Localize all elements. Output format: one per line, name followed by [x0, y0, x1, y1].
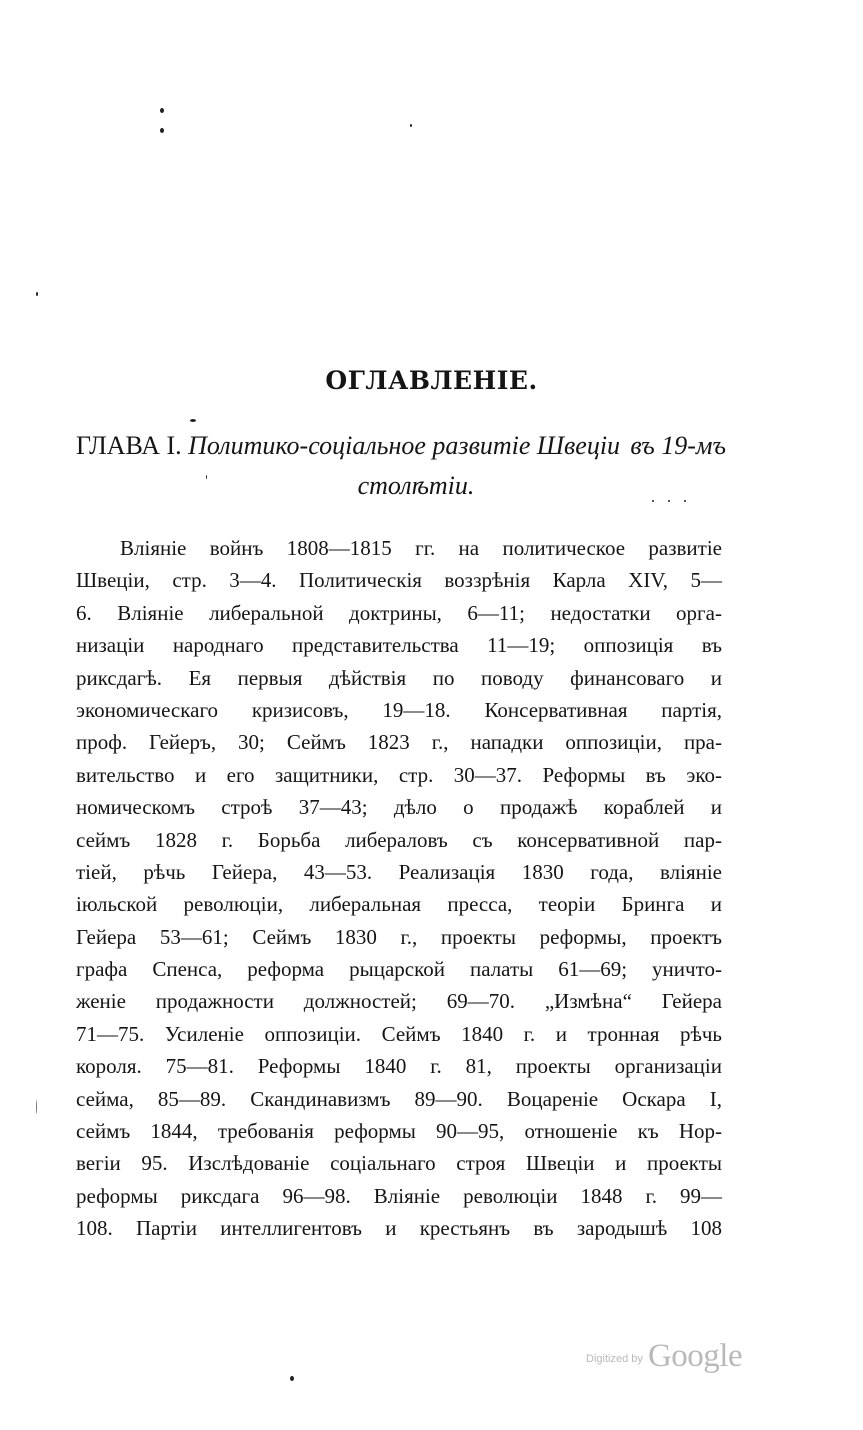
text-line: короля. 75—81. Реформы 1840 г. 81, проекты организаціи: [76, 1054, 722, 1079]
text-line: іюльской революціи, либеральная пресса, теоріи Бринга и: [76, 892, 722, 917]
scan-speck: [160, 128, 164, 133]
scan-speck: [290, 1376, 294, 1381]
text-line: тіей, рѣчь Гейера, 43—53. Реализація 1830 года, вліяніе: [76, 859, 722, 884]
text-line: 6. Вліяніе либеральной доктрины, 6—11; недостатки орга-: [76, 600, 722, 625]
text-line: 108. Партіи интеллигентовъ и крестьянъ въ зародышѣ 108: [76, 1216, 722, 1241]
digitized-watermark: [586, 1338, 742, 1375]
text-line: Гейера 53—61; Сеймъ 1830 г., проекты реформы, проектъ: [76, 924, 722, 949]
page-title: ОГЛАВЛЕНІЕ.: [325, 366, 538, 395]
text-line: низаціи народнаго представительства 11—19; оппозиція въ: [76, 633, 722, 658]
scan-speck: [410, 124, 412, 127]
text-line: женіе продажности должностей; 69—70. „Измѣна“ Гейера: [76, 989, 722, 1014]
scan-speck: [36, 1100, 37, 1114]
text-line: сеймъ 1844, требованія реформы 90—95, отношеніе къ Нор-: [76, 1119, 722, 1144]
chapter-label: ГЛАВА I.: [76, 431, 182, 460]
watermark-prefix: Digitized by: [586, 1353, 643, 1365]
text-line: графа Спенса, реформа рыцарской палаты 61—69; уничто-: [76, 957, 722, 982]
watermark-brand: Google: [647, 1338, 743, 1374]
text-line: проф. Гейеръ, 30; Сеймъ 1823 г., нападки оппозиціи, пра-: [76, 730, 722, 755]
text-line: сеймъ 1828 г. Борьба либераловъ съ консервативной пар-: [76, 827, 722, 852]
text-line: вительство и его защитники, стр. 30—37. Реформы въ эко-: [76, 762, 722, 787]
chapter-heading-line: [76, 426, 726, 466]
scan-speck: [36, 292, 38, 296]
text-line: сейма, 85—89. Скандинавизмъ 89—90. Воцареніе Оскара I,: [76, 1086, 722, 1111]
chapter-title-tail: въ 19-мъ: [630, 431, 726, 460]
text-line: экономическаго кризисовъ, 19—18. Консервативная партія,: [76, 697, 722, 722]
text-line: Швеціи, стр. 3—4. Политическія воззрѣнія Карла XIV, 5—: [76, 568, 722, 593]
scan-speck: [160, 108, 164, 113]
chapter-summary: [76, 532, 722, 1245]
chapter-title: Политико-соціальное развитіе Швеціи: [188, 431, 621, 460]
scan-speck: [190, 419, 196, 422]
chapter-heading: [76, 426, 726, 506]
text-line: реформы риксдага 96—98. Вліяніе революціи 1848 г. 99—: [76, 1183, 722, 1208]
chapter-title-continuation: столѣтіи.: [357, 471, 475, 500]
text-line: риксдагѣ. Ея первыя дѣйствія по поводу финансоваго и: [76, 665, 722, 690]
text-line: вегіи 95. Изслѣдованіе соціальнаго строя Швеціи и проекты: [76, 1151, 722, 1176]
text-line: Вліяніе войнъ 1808—1815 гг. на политическое развитіе: [120, 536, 722, 560]
text-line: номическомъ строѣ 37—43; дѣло о продажѣ кораблей и: [76, 795, 722, 820]
text-line: 71—75. Усиленіе оппозиціи. Сеймъ 1840 г. и тронная рѣчь: [76, 1021, 722, 1046]
chapter-line1-main: [76, 426, 620, 466]
